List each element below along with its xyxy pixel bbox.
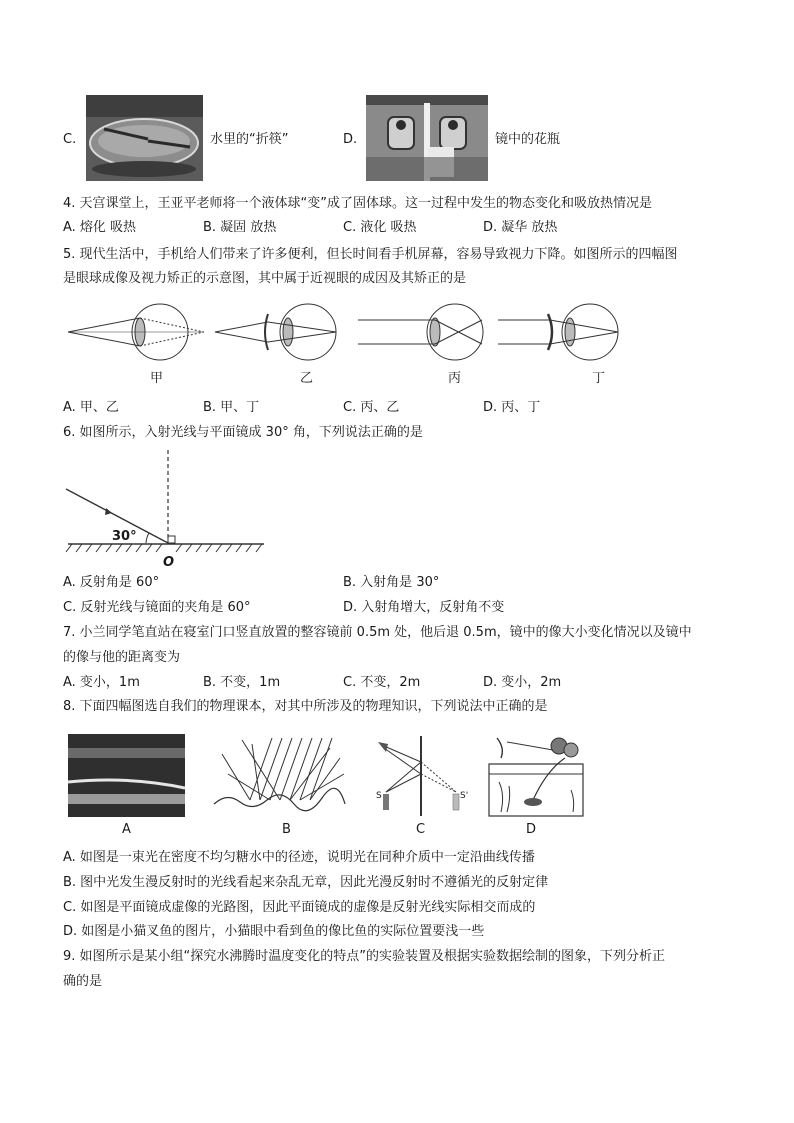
point-o-label: O — [163, 555, 175, 570]
q3-option-c-label: C. — [63, 132, 77, 147]
q7-stem-line1: 7. 小兰同学笔直站在寝室门口竖直放置的整容镜前 0.5m 处，他后退 0.5m，镜中的像大小变化情况以及镜中 — [63, 625, 692, 640]
eye-label-jia: 甲 — [150, 371, 164, 386]
q9-stem-line2: 确的是 — [63, 974, 103, 989]
eye-diagram-bing — [358, 304, 483, 360]
q3-option-d-caption: 镜中的花瓶 — [495, 132, 561, 147]
fig8-label-b: B — [282, 822, 291, 837]
q8-option-b: B. 图中光发生漫反射时的光线看起来杂乱无章，因此光漫反射时不遵循光的反射定律 — [63, 875, 549, 890]
q8-stem: 8. 下面四幅图选自我们的物理课本，对其中所涉及的物理知识，下列说法中正确的是 — [63, 699, 548, 714]
fig8-label-c: C — [416, 822, 426, 837]
q6-option-c: C. 反射光线与镜面的夹角是 60° — [63, 600, 251, 615]
q5-option-c: C. 丙、乙 — [343, 400, 400, 415]
eye-label-ding: 丁 — [592, 371, 606, 386]
cat-fishing-figure — [487, 730, 587, 820]
q5-option-b: B. 甲、丁 — [203, 400, 260, 415]
eye-label-bing: 丙 — [448, 371, 462, 386]
eye-label-yi: 乙 — [300, 371, 314, 386]
reflection-angle-figure — [60, 445, 270, 570]
source-s-label: S — [376, 791, 382, 801]
q6-option-b: B. 入射角是 30° — [343, 575, 440, 590]
q4-option-b: B. 凝固 放热 — [203, 220, 277, 235]
q9-stem-line1: 9. 如图所示是某小组“探究水沸腾时温度变化的特点”的实验装置及根据实验数据绘制的图象，下列分析正 — [63, 949, 666, 964]
fig8-label-d: D — [526, 822, 537, 837]
fig8-label-a: A — [122, 822, 131, 837]
vase-in-mirror-photo — [366, 95, 488, 181]
chopstick-in-water-photo — [86, 95, 203, 181]
diffuse-reflection-figure — [212, 734, 347, 819]
image-s-prime-label: S' — [460, 791, 469, 801]
eye-diagram-ding — [498, 304, 618, 360]
q5-option-a: A. 甲、乙 — [63, 400, 119, 415]
q4-stem: 4. 天宫课堂上，王亚平老师将一个液体球“变”成了固体球。这一过程中发生的物态变化和吸放热情况是 — [63, 196, 653, 211]
q4-option-c: C. 液化 吸热 — [343, 220, 417, 235]
q7-option-c: C. 不变，2m — [343, 675, 421, 690]
q5-stem-line2: 是眼球成像及视力矫正的示意图，其中属于近视眼的成因及其矫正的是 — [63, 271, 467, 286]
q4-option-a: A. 熔化 吸热 — [63, 220, 137, 235]
q8-option-c: C. 如图是平面镜成虚像的光路图，因此平面镜成的虚像是反射光线实际相交而成的 — [63, 900, 536, 915]
q6-option-d: D. 入射角增大，反射角不变 — [343, 600, 505, 615]
q8-option-a: A. 如图是一束光在密度不均匀糖水中的径迹，说明光在同种介质中一定沿曲线传播 — [63, 850, 535, 865]
eye-diagram-yi — [215, 304, 336, 360]
q3-option-c-caption: 水里的“折筷” — [210, 132, 289, 147]
q7-option-a: A. 变小，1m — [63, 675, 140, 690]
plane-mirror-image-figure — [372, 734, 470, 819]
q7-stem-line2: 的像与他的距离变为 — [63, 650, 181, 665]
q8-option-d: D. 如图是小猫叉鱼的图片，小猫眼中看到鱼的像比鱼的实际位置要浅一些 — [63, 924, 485, 939]
q7-option-b: B. 不变，1m — [203, 675, 281, 690]
angle-label: 30° — [112, 529, 137, 544]
q6-option-a: A. 反射角是 60° — [63, 575, 160, 590]
q3-option-d-label: D. — [343, 132, 358, 147]
eye-diagrams-figure — [60, 292, 640, 392]
sugar-water-light-photo — [68, 734, 185, 817]
q6-stem: 6. 如图所示，入射光线与平面镜成 30° 角，下列说法正确的是 — [63, 425, 423, 440]
q5-option-d: D. 丙、丁 — [483, 400, 541, 415]
q5-stem-line1: 5. 现代生活中，手机给人们带来了许多便利，但长时间看手机屏幕，容易导致视力下降。如图所示的四幅图 — [63, 247, 678, 262]
q4-option-d: D. 凝华 放热 — [483, 220, 558, 235]
eye-diagram-jia — [68, 304, 204, 360]
q7-option-d: D. 变小，2m — [483, 675, 562, 690]
